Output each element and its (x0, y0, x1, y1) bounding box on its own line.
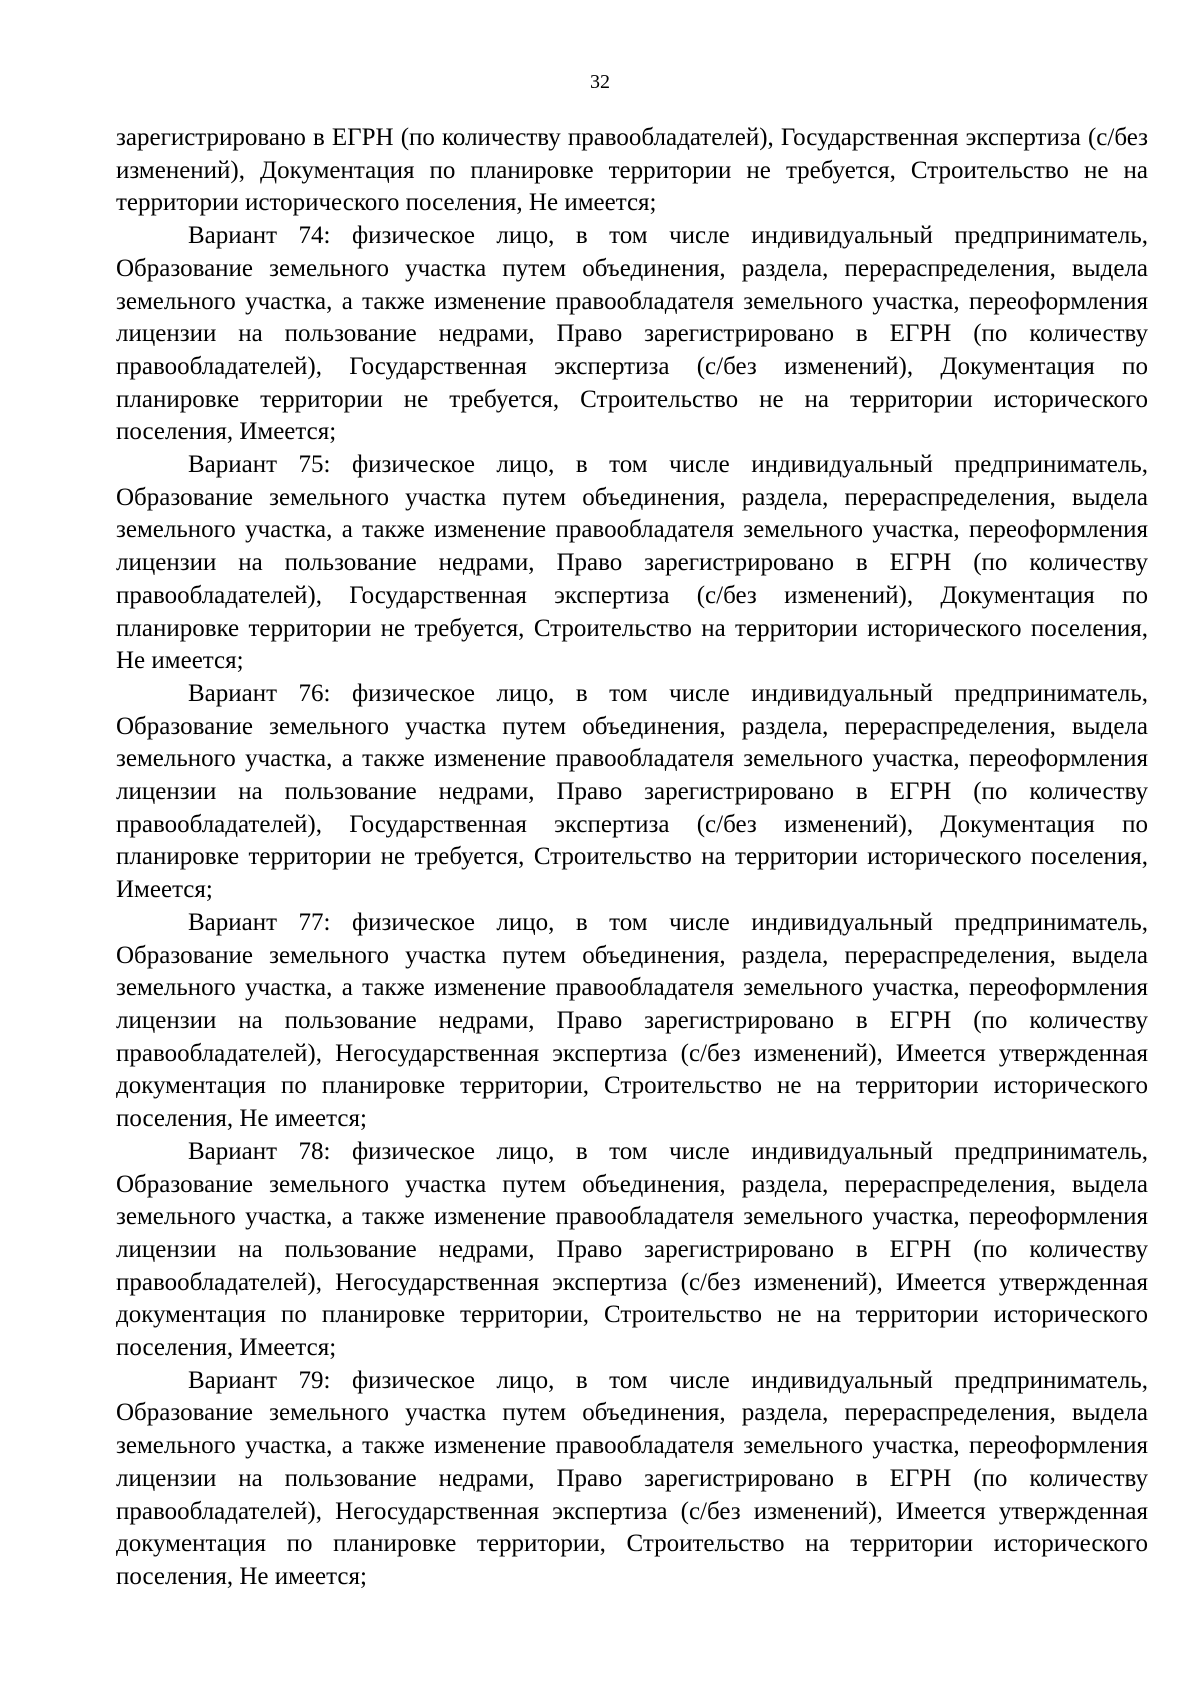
paragraph-variant-74: Вариант 74: физическое лицо, в том числе индивидуальный предприниматель, Образование земельного участка путем объединения, раздела, перераспределения, выдела земельного участка, а также изменение правообладателя земельного участка, переоформления лицензии на пользование недрами, Право зарегистрировано в ЕГРН (по количеству правообладателей), Государственная экспертиза (с/без изменений), Документация по планировке территории не требуется, Строительство не на территории исторического поселения, Имеется; (116, 222, 1148, 446)
paragraph-continuation: зарегистрировано в ЕГРН (по количеству правообладателей), Государственная экспертиза (с/без изменений), Документация по планировке территории не требуется, Строительство не на территории исторического поселения, Не имеется; (116, 124, 1148, 217)
page-number: 32 (590, 71, 610, 93)
paragraph-variant-78: Вариант 78: физическое лицо, в том числе индивидуальный предприниматель, Образование земельного участка путем объединения, раздела, перераспределения, выдела земельного участка, а также изменение правообладателя земельного участка, переоформления лицензии на пользование недрами, Право зарегистрировано в ЕГРН (по количеству правообладателей), Негосударственная экспертиза (с/без изменений), Имеется утвержденная документация по планировке территории, Строительство не на территории исторического поселения, Имеется; (116, 1137, 1148, 1362)
paragraph-variant-79: Вариант 79: физическое лицо, в том числе индивидуальный предприниматель, Образование земельного участка путем объединения, раздела, перераспределения, выдела земельного участка, а также изменение правообладателя земельного участка, переоформления лицензии на пользование недрами, Право зарегистрировано в ЕГРН (по количеству правообладателей), Негосударственная экспертиза (с/без изменений), Имеется утвержденная документация по планировке территории, Строительство на территории исторического поселения, Не имеется; (116, 1366, 1148, 1590)
document-body (116, 122, 1148, 1594)
paragraph-variant-76: Вариант 76: физическое лицо, в том числе индивидуальный предприниматель, Образование земельного участка путем объединения, раздела, перераспределения, выдела земельного участка, а также изменение правообладателя земельного участка, переоформления лицензии на пользование недрами, Право зарегистрировано в ЕГРН (по количеству правообладателей), Государственная экспертиза (с/без изменений), Документация по планировке территории не требуется, Строительство на территории исторического поселения, Имеется; (116, 679, 1148, 904)
paragraph-variant-77: Вариант 77: физическое лицо, в том числе индивидуальный предприниматель, Образование земельного участка путем объединения, раздела, перераспределения, выдела земельного участка, а также изменение правообладателя земельного участка, переоформления лицензии на пользование недрами, Право зарегистрировано в ЕГРН (по количеству правообладателей), Негосударственная экспертиза (с/без изменений), Имеется утвержденная документация по планировке территории, Строительство не на территории исторического поселения, Не имеется; (116, 908, 1148, 1133)
paragraph-variant-75: Вариант 75: физическое лицо, в том числе индивидуальный предприниматель, Образование земельного участка путем объединения, раздела, перераспределения, выдела земельного участка, а также изменение правообладателя земельного участка, переоформления лицензии на пользование недрами, Право зарегистрировано в ЕГРН (по количеству правообладателей), Государственная экспертиза (с/без изменений), Документация по планировке территории не требуется, Строительство на территории исторического поселения, Не имеется; (116, 451, 1148, 675)
